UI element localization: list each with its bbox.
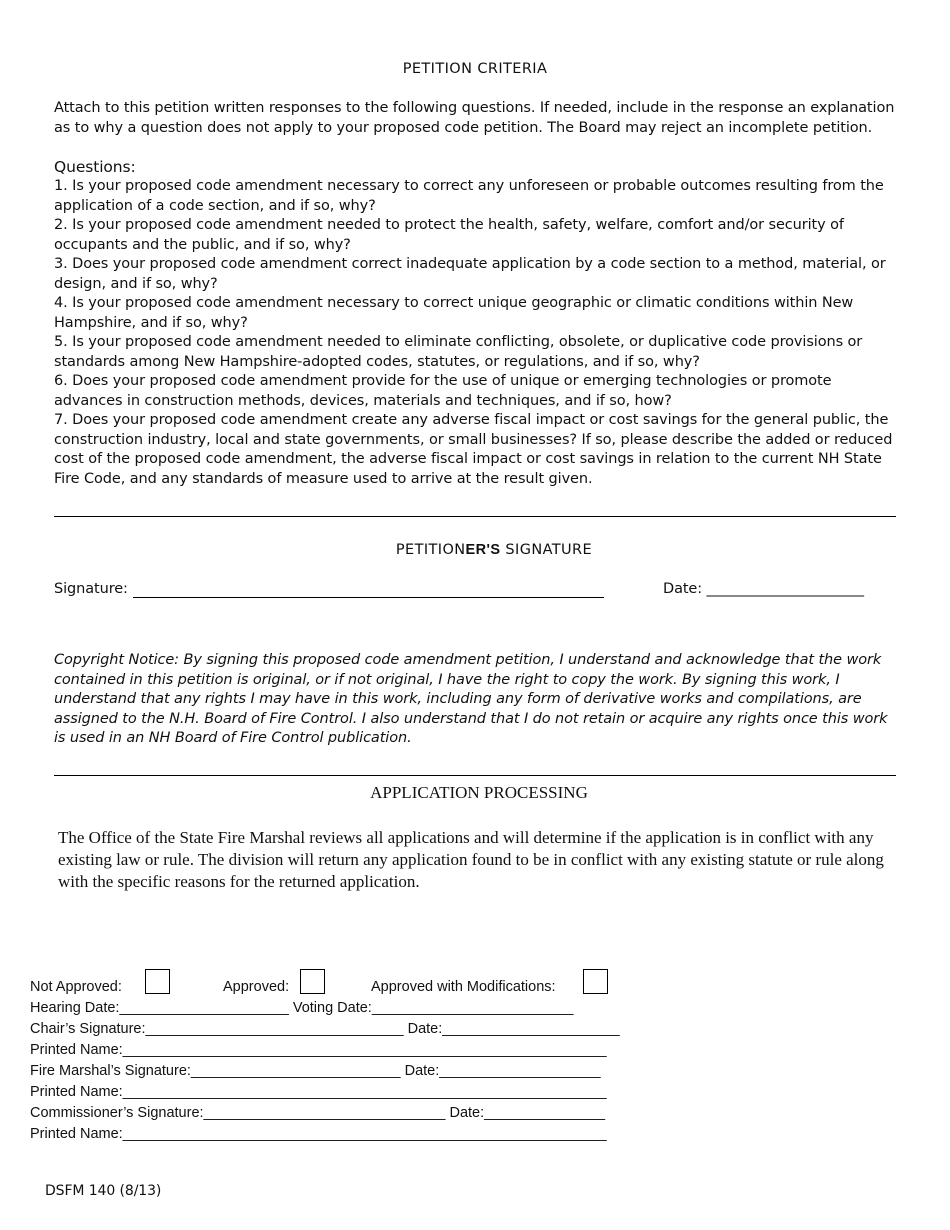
question-2: 2. Is your proposed code amendment needed to protect the health, safety, welfare, comfort and/or security of occupants and the public, and if so, why? — [54, 217, 844, 253]
not-approved-checkbox[interactable] — [145, 969, 170, 994]
not-approved-label: Not Approved: — [30, 979, 122, 995]
divider-1 — [54, 516, 896, 517]
criteria-title: PETITION CRITERIA — [402, 61, 548, 77]
signature-field[interactable] — [133, 597, 604, 598]
question-4: 4. Is your proposed code amendment necessary to correct unique geographic or climatic conditions within New Hampshire, and if so, why? — [54, 295, 854, 331]
fire-marshal-printed-name-line[interactable]: Printed Name:____________________________________________________________ — [30, 1084, 607, 1100]
questions-heading: Questions: — [54, 158, 136, 176]
approved-label: Approved: — [223, 979, 290, 995]
approved-checkbox[interactable] — [300, 969, 325, 994]
approved-mod-checkbox[interactable] — [583, 969, 608, 994]
chair-printed-name-line[interactable]: Printed Name:____________________________________________________________ — [30, 1042, 607, 1058]
copyright-notice: Copyright Notice: By signing this proposed code amendment petition, I understand and acknowledge that the work contained in this petition is original, or if not original, I have the right to copy the work. By signing this work, I understand that any rights I may have in this work, including any form of derivative works and compilations, are assigned to the N.H. Board of Fire Control. I also understand that I do not retain or acquire any rights once this work is used in an NH Board of Fire Control publication. — [54, 652, 888, 746]
criteria-intro: Attach to this petition written responses to the following questions. If needed, include in the response an explanation as to why a question does not apply to your proposed code petition. The Board may reject an incomplete petition. — [54, 100, 895, 136]
office-use-lines — [30, 998, 650, 1145]
hearing-voting-date-line[interactable]: Hearing Date:_____________________ Voting Date:_________________________ — [30, 1000, 574, 1016]
signature-title-part1: PETITION — [395, 542, 466, 558]
chair-signature-line[interactable]: Chair’s Signature:________________________________ Date:______________________ — [30, 1021, 620, 1037]
approved-mod-label: Approved with Modifications: — [371, 979, 556, 995]
commissioner-signature-line[interactable]: Commissioner’s Signature:______________________________ Date:_______________ — [30, 1105, 606, 1121]
signature-title — [19, 541, 950, 561]
questions-list — [54, 177, 899, 489]
question-1: 1. Is your proposed code amendment necessary to correct any unforeseen or probable outcomes resulting from the application of a code section, and if so, why? — [54, 178, 884, 214]
signature-title-part3: SIGNATURE — [500, 542, 593, 558]
commissioner-printed-name-line[interactable]: Printed Name:____________________________________________________________ — [30, 1126, 607, 1142]
signature-date-field[interactable]: Date: ______________________ — [663, 581, 864, 597]
processing-text: The Office of the State Fire Marshal reviews all applications and will determine if the application is in conflict with any existing law or rule. The division will return any application found to be in conflict with any existing statute or rule along with the specific reasons for the returned application. — [58, 828, 884, 891]
question-3: 3. Does your proposed code amendment correct inadequate application by a code section to a method, material, or design, and if so, why? — [54, 256, 886, 292]
signature-label: Signature: — [54, 581, 128, 597]
fire-marshal-signature-line[interactable]: Fire Marshal’s Signature:__________________________ Date:____________________ — [30, 1063, 601, 1079]
processing-title: APPLICATION PROCESSING — [370, 783, 588, 802]
question-7: 7. Does your proposed code amendment create any adverse fiscal impact or cost savings for the general public, the construction industry, local and state governments, or small businesses? If so, please describe the added or reduced cost of the proposed code amendment, the adverse fiscal impact or cost savings in relation to the current NH State Fire Code, and any standards of measure used to arrive at the result given. — [54, 412, 893, 487]
form-id: DSFM 140 (8/13) — [45, 1183, 162, 1199]
signature-title-part2: ER'S — [465, 542, 501, 558]
question-6: 6. Does your proposed code amendment provide for the use of unique or emerging technologies or promote advances in construction methods, devices, materials and techniques, and if so, how? — [54, 373, 832, 409]
question-5: 5. Is your proposed code amendment needed to eliminate conflicting, obsolete, or duplicative code provisions or standards among New Hampshire-adopted codes, statutes, or regulations, and if so, why? — [54, 334, 863, 370]
divider-2 — [54, 775, 896, 776]
